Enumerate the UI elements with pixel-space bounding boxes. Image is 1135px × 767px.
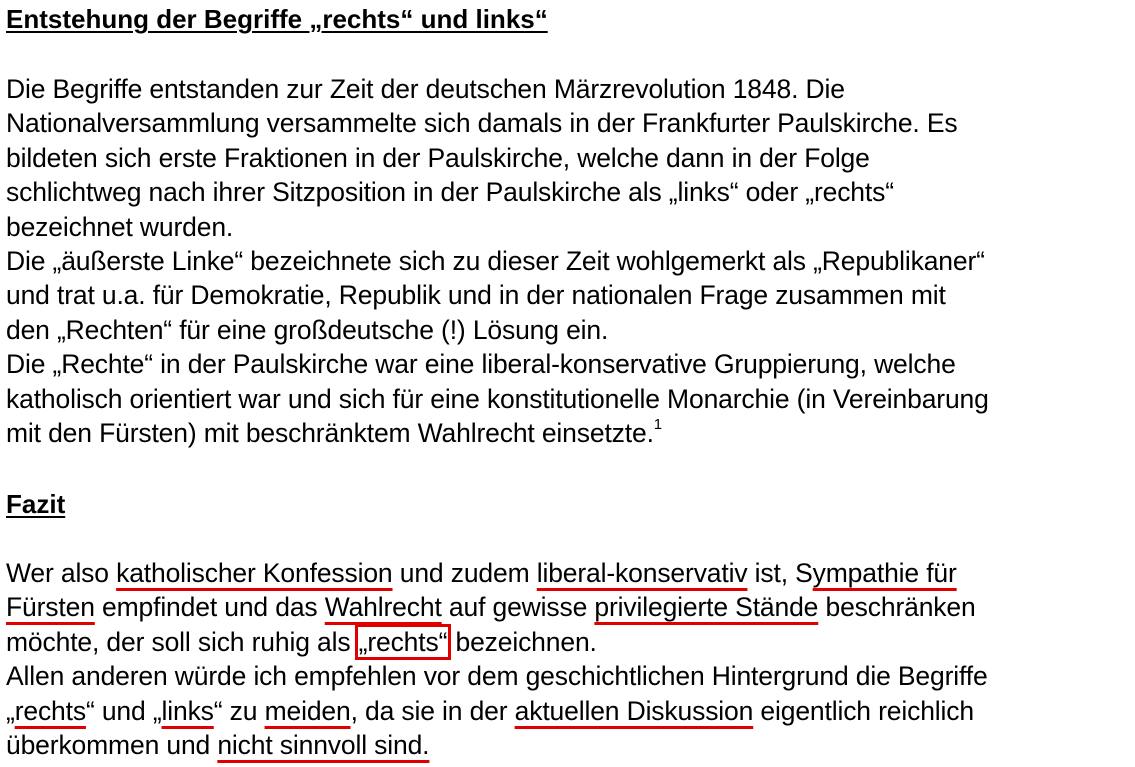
- underlined-phrase: Fürsten: [6, 592, 95, 623]
- paragraph-line: katholisch orientiert war und sich für eine konstitutionelle Monarchie (in Vereinbarung: [6, 383, 989, 414]
- text-run: eigentlich reichlich: [753, 695, 974, 726]
- underlined-phrase: nicht sinnvoll sind.: [217, 729, 430, 760]
- paragraph-line: Die „äußerste Linke“ bezeichnete sich zu dieser Zeit wohlgemerkt als „Republikaner“: [6, 245, 985, 276]
- section-heading-origin: Entstehung der Begriffe „rechts“ und links“: [6, 4, 548, 34]
- paragraph-line: Die „Rechte“ in der Paulskirche war eine liberal-konservative Gruppierung, welche: [6, 349, 956, 380]
- underlined-phrase: meiden: [264, 695, 351, 726]
- underlined-phrase: rechts: [14, 695, 86, 726]
- text-run: , da sie in der: [350, 695, 515, 726]
- paragraph-line: Die Begriffe entstanden zur Zeit der deutschen Märzrevolution 1848. Die: [6, 74, 845, 104]
- underlined-phrase: liberal-konservativ: [536, 558, 748, 588]
- conclusion-paragraph: [6, 556, 988, 762]
- paragraph-line: und trat u.a. für Demokratie, Republik und in der nationalen Frage zusammen mit: [6, 280, 946, 311]
- paragraph-line: den „Rechten“ für eine großdeutsche (!) Lösung ein.: [6, 314, 609, 345]
- text-run: bezeichnen.: [448, 626, 597, 657]
- conclusion-line-1: [6, 556, 988, 590]
- underlined-phrase: aktuellen Diskussion: [514, 695, 754, 726]
- text-run: auf gewisse: [441, 592, 595, 623]
- underlined-phrase: Wahlrecht: [324, 592, 442, 623]
- conclusion-line-6: [6, 728, 988, 762]
- text-run: überkommen und: [6, 729, 218, 760]
- origin-paragraph: [6, 72, 989, 450]
- text-run: “ und „: [85, 695, 162, 726]
- footnote-reference[interactable]: 1: [653, 416, 662, 434]
- boxed-phrase: „rechts“: [358, 626, 448, 657]
- text-run: empfindet und das: [94, 592, 325, 623]
- text-run: möchte, der soll sich ruhig als: [6, 626, 358, 657]
- underlined-phrase: ympathie für: [812, 558, 957, 588]
- text-run: ist, S: [747, 558, 813, 588]
- section-heading-conclusion: Fazit: [6, 489, 66, 519]
- text-run: und zudem: [392, 558, 537, 588]
- conclusion-line-5: [6, 694, 988, 728]
- paragraph-line-text: mit den Fürsten) mit beschränktem Wahlrecht einsetzte.: [6, 417, 654, 448]
- paragraph-line: schlichtweg nach ihrer Sitzposition in der Paulskirche als „links“ oder „rechts“: [6, 177, 894, 208]
- conclusion-line-2: [6, 590, 988, 624]
- text-run: “ zu: [213, 695, 265, 726]
- paragraph-line: Nationalversammlung versammelte sich damals in der Frankfurter Paulskirche. Es: [6, 108, 958, 139]
- conclusion-line-3: [6, 625, 988, 659]
- text-run: „: [6, 695, 15, 726]
- paragraph-line: bildeten sich erste Fraktionen in der Paulskirche, welche dann in der Folge: [6, 142, 870, 173]
- underlined-phrase: privilegierte Stände: [594, 592, 819, 623]
- underlined-phrase: links: [161, 695, 214, 726]
- text-run: Allen anderen würde ich empfehlen vor dem geschichtlichen Hintergrund die Begriffe: [6, 661, 988, 692]
- conclusion-line-4: [6, 659, 988, 693]
- paragraph-line-last: [6, 416, 989, 450]
- document-page: [6, 0, 1133, 767]
- paragraph-line: bezeichnet wurden.: [6, 211, 234, 242]
- text-run: beschränken: [818, 592, 976, 623]
- text-run: Wer also: [6, 558, 117, 588]
- underlined-phrase: katholischer Konfession: [116, 558, 393, 588]
